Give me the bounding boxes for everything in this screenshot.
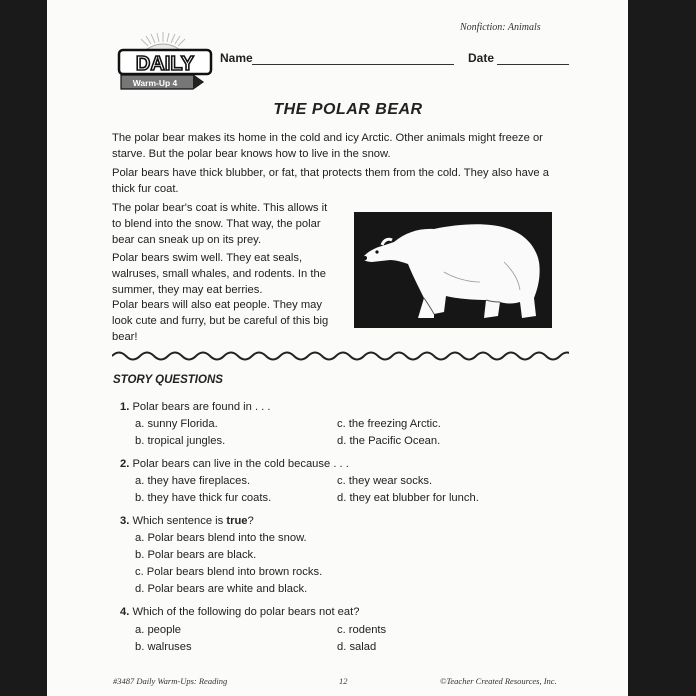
daily-warmup-logo [113, 30, 213, 92]
paragraph: Polar bears swim well. They eat seals, walruses, small whales, and rodents. In the summer, they may eat berries. [112, 252, 326, 296]
answer-option[interactable]: a. people [135, 624, 182, 636]
question-text: Which of the following do polar bears not eat? [132, 606, 360, 618]
question-text: Which sentence is [132, 515, 227, 527]
story-questions-heading: STORY QUESTIONS [113, 374, 223, 386]
answer-option[interactable]: c. rodents [337, 624, 387, 636]
question-2 [120, 458, 349, 470]
logo-word: DAILY [135, 53, 195, 75]
answer-option[interactable]: b. Polar bears are black. [135, 549, 257, 561]
question-4 [120, 606, 359, 618]
question-number: 3. [120, 515, 130, 527]
answer-option[interactable]: b. they have thick fur coats. [135, 492, 272, 504]
answer-option[interactable]: a. Polar bears blend into the snow. [135, 532, 307, 544]
answer-option[interactable]: c. Polar bears blend into brown rocks. [135, 566, 323, 578]
question-number: 4. [120, 606, 130, 618]
paragraph: Polar bears have thick blubber, or fat, that protects them from the cold. They also have a thick fur coat. [112, 167, 549, 195]
paragraph: The polar bear makes its home in the cold and icy Arctic. Other animals might freeze or starve. But the polar bear knows how to live in the snow. [112, 132, 543, 160]
question-text: Polar bears can live in the cold because . . . [132, 458, 349, 470]
category-label: Nonfiction: Animals [460, 22, 541, 33]
question-text: Polar bears are found in . . . [132, 401, 271, 413]
answer-option[interactable]: a. sunny Florida. [135, 418, 218, 430]
answer-option[interactable]: d. the Pacific Ocean. [337, 435, 441, 447]
answer-option[interactable]: b. walruses [135, 641, 192, 653]
wavy-divider [112, 349, 569, 363]
date-label: Date [468, 51, 495, 65]
answer-option[interactable]: d. they eat blubber for lunch. [337, 492, 479, 504]
name-label: Name [220, 51, 253, 65]
date-field[interactable] [497, 64, 569, 65]
answer-option[interactable]: b. tropical jungles. [135, 435, 226, 447]
page-title: THE POLAR BEAR [273, 101, 423, 118]
page-number: 12 [339, 676, 348, 686]
paragraph: Polar bears will also eat people. They may look cute and furry, but be careful of this big bear! [112, 299, 329, 343]
question-1 [120, 401, 271, 413]
paragraph: The polar bear's coat is white. This allows it to blend into the snow. That way, the polar bear can sneak up on its prey. [112, 202, 328, 246]
question-text-end: ? [247, 515, 254, 527]
question-number: 1. [120, 401, 130, 413]
emphasis-word: true [226, 515, 248, 527]
footer-book-title: #3487 Daily Warm-Ups: Reading [113, 676, 228, 686]
answer-option[interactable]: d. salad [337, 641, 377, 653]
logo-subtitle: Warm-Up 4 [132, 78, 178, 88]
polar-bear-illustration [354, 212, 552, 328]
footer-copyright: ©Teacher Created Resources, Inc. [440, 676, 557, 686]
answer-option[interactable]: c. they wear socks. [337, 475, 433, 487]
answer-option[interactable]: d. Polar bears are white and black. [135, 583, 308, 595]
name-field[interactable] [252, 64, 454, 65]
question-number: 2. [120, 458, 130, 470]
answer-option[interactable]: a. they have fireplaces. [135, 475, 251, 487]
question-3 [120, 515, 254, 527]
answer-option[interactable]: c. the freezing Arctic. [337, 418, 441, 430]
